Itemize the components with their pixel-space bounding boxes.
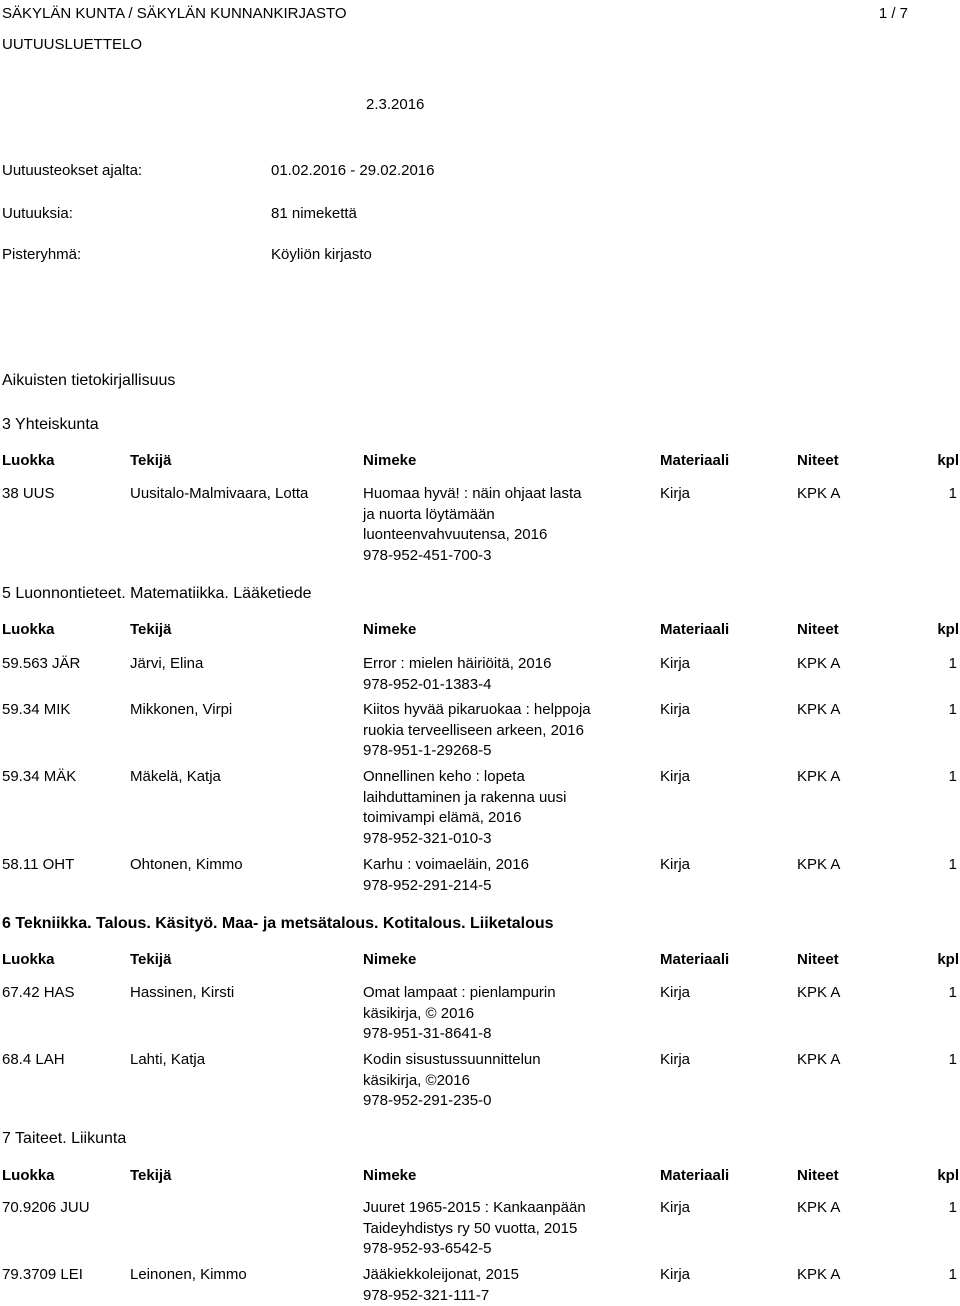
nimeke-line: 978-952-321-010-3 — [363, 829, 643, 850]
col-niteet: Niteet — [797, 620, 839, 641]
row-tekija: Ohtonen, Kimmo — [130, 855, 243, 876]
row-luokka: 59.34 MÄK — [2, 767, 76, 788]
nimeke-line: Karhu : voimaeläin, 2016 — [363, 855, 643, 876]
col-tekija: Tekijä — [130, 950, 171, 971]
row-niteet: KPK A — [797, 1265, 840, 1286]
nimeke-line: 978-952-93-6542-5 — [363, 1239, 643, 1260]
row-materiaali: Kirja — [660, 700, 690, 721]
row-materiaali: Kirja — [660, 855, 690, 876]
row-luokka: 59.34 MIK — [2, 700, 70, 721]
row-kpl: 1 — [949, 484, 957, 505]
nimeke-line: Juuret 1965-2015 : Kankaanpään — [363, 1198, 643, 1219]
row-materiaali: Kirja — [660, 654, 690, 675]
row-nimeke — [363, 767, 643, 849]
col-materiaali: Materiaali — [660, 950, 729, 971]
row-tekija: Leinonen, Kimmo — [130, 1265, 247, 1286]
nimeke-line: Error : mielen häiriöitä, 2016 — [363, 654, 643, 675]
col-materiaali: Materiaali — [660, 451, 729, 472]
column-header-row — [0, 451, 960, 471]
nimeke-line: Omat lampaat : pienlampurin — [363, 983, 643, 1004]
row-niteet: KPK A — [797, 1050, 840, 1071]
col-niteet: Niteet — [797, 1166, 839, 1187]
col-materiaali: Materiaali — [660, 1166, 729, 1187]
row-niteet: KPK A — [797, 767, 840, 788]
nimeke-line: Huomaa hyvä! : näin ohjaat lasta — [363, 484, 643, 505]
column-header-row — [0, 620, 960, 640]
row-luokka: 38 UUS — [2, 484, 55, 505]
nimeke-line: laihduttaminen ja rakenna uusi — [363, 788, 643, 809]
nimeke-line: 978-952-01-1383-4 — [363, 675, 643, 696]
branch-value: Köyliön kirjasto — [271, 245, 372, 266]
row-tekija: Hassinen, Kirsti — [130, 983, 234, 1004]
count-label: Uutuuksia: — [2, 204, 73, 225]
col-kpl: kpl — [937, 950, 959, 971]
row-materiaali: Kirja — [660, 983, 690, 1004]
row-luokka: 79.3709 LEI — [2, 1265, 83, 1286]
row-tekija: Mäkelä, Katja — [130, 767, 221, 788]
nimeke-line: luonteenvahvuutensa, 2016 — [363, 525, 643, 546]
nimeke-line: 978-951-31-8641-8 — [363, 1024, 643, 1045]
row-materiaali: Kirja — [660, 1265, 690, 1286]
row-materiaali: Kirja — [660, 767, 690, 788]
nimeke-line: 978-952-321-111-7 — [363, 1286, 643, 1306]
nimeke-line: Onnellinen keho : lopeta — [363, 767, 643, 788]
row-luokka: 67.42 HAS — [2, 983, 75, 1004]
col-kpl: kpl — [937, 1166, 959, 1187]
row-nimeke — [363, 1265, 643, 1306]
row-tekija: Järvi, Elina — [130, 654, 203, 675]
row-nimeke — [363, 484, 643, 566]
nimeke-line: Taideyhdistys ry 50 vuotta, 2015 — [363, 1219, 643, 1240]
col-nimeke: Nimeke — [363, 1166, 416, 1187]
col-luokka: Luokka — [2, 451, 55, 472]
column-header-row — [0, 950, 960, 970]
nimeke-line: toimivampi elämä, 2016 — [363, 808, 643, 829]
col-niteet: Niteet — [797, 950, 839, 971]
row-tekija: Lahti, Katja — [130, 1050, 205, 1071]
col-niteet: Niteet — [797, 451, 839, 472]
row-nimeke — [363, 855, 643, 896]
row-kpl: 1 — [949, 1050, 957, 1071]
row-niteet: KPK A — [797, 484, 840, 505]
count-value: 81 nimekettä — [271, 204, 357, 225]
nimeke-line: 978-952-291-214-5 — [363, 876, 643, 897]
row-luokka: 59.563 JÄR — [2, 654, 80, 675]
page-number: 1 / 7 — [879, 4, 908, 25]
row-tekija: Mikkonen, Virpi — [130, 700, 232, 721]
report-subtitle: UUTUUSLUETTELO — [2, 35, 142, 56]
row-kpl: 1 — [949, 1265, 957, 1286]
row-luokka: 70.9206 JUU — [2, 1198, 90, 1219]
nimeke-line: Kodin sisustussuunnittelun — [363, 1050, 643, 1071]
row-niteet: KPK A — [797, 700, 840, 721]
col-luokka: Luokka — [2, 1166, 55, 1187]
nimeke-line: Kiitos hyvää pikaruokaa : helppoja — [363, 700, 643, 721]
row-kpl: 1 — [949, 855, 957, 876]
nimeke-line: Jääkiekkoleijonat, 2015 — [363, 1265, 643, 1286]
row-kpl: 1 — [949, 1198, 957, 1219]
col-nimeke: Nimeke — [363, 950, 416, 971]
col-materiaali: Materiaali — [660, 620, 729, 641]
section-heading: 6 Tekniikka. Talous. Käsityö. Maa- ja metsätalous. Kotitalous. Liiketalous — [2, 914, 554, 935]
col-tekija: Tekijä — [130, 1166, 171, 1187]
row-niteet: KPK A — [797, 855, 840, 876]
col-nimeke: Nimeke — [363, 451, 416, 472]
period-value: 01.02.2016 - 29.02.2016 — [271, 161, 434, 182]
row-nimeke — [363, 1198, 643, 1260]
row-nimeke — [363, 1050, 643, 1112]
row-niteet: KPK A — [797, 983, 840, 1004]
branch-label: Pisteryhmä: — [2, 245, 81, 266]
row-nimeke — [363, 983, 643, 1045]
col-tekija: Tekijä — [130, 620, 171, 641]
report-title: SÄKYLÄN KUNTA / SÄKYLÄN KUNNANKIRJASTO — [2, 4, 347, 25]
section-heading: 7 Taiteet. Liikunta — [2, 1129, 126, 1150]
row-materiaali: Kirja — [660, 1050, 690, 1071]
col-nimeke: Nimeke — [363, 620, 416, 641]
row-niteet: KPK A — [797, 654, 840, 675]
nimeke-line: käsikirja, ©2016 — [363, 1071, 643, 1092]
row-kpl: 1 — [949, 654, 957, 675]
nimeke-line: 978-951-1-29268-5 — [363, 741, 643, 762]
row-kpl: 1 — [949, 983, 957, 1004]
row-materiaali: Kirja — [660, 1198, 690, 1219]
nimeke-line: 978-952-291-235-0 — [363, 1091, 643, 1112]
row-niteet: KPK A — [797, 1198, 840, 1219]
report-date: 2.3.2016 — [366, 95, 424, 116]
section-heading: 3 Yhteiskunta — [2, 415, 99, 436]
nimeke-line: käsikirja, © 2016 — [363, 1004, 643, 1025]
col-tekija: Tekijä — [130, 451, 171, 472]
period-label: Uutuusteokset ajalta: — [2, 161, 142, 182]
col-kpl: kpl — [937, 451, 959, 472]
row-kpl: 1 — [949, 767, 957, 788]
col-kpl: kpl — [937, 620, 959, 641]
row-nimeke — [363, 700, 643, 762]
row-luokka: 68.4 LAH — [2, 1050, 65, 1071]
row-luokka: 58.11 OHT — [2, 855, 74, 876]
section-heading: 5 Luonnontieteet. Matematiikka. Lääketiede — [2, 584, 312, 605]
nimeke-line: ruokia terveelliseen arkeen, 2016 — [363, 721, 643, 742]
nimeke-line: 978-952-451-700-3 — [363, 546, 643, 567]
col-luokka: Luokka — [2, 620, 55, 641]
column-header-row — [0, 1166, 960, 1186]
category-heading: Aikuisten tietokirjallisuus — [2, 371, 175, 392]
row-materiaali: Kirja — [660, 484, 690, 505]
nimeke-line: ja nuorta löytämään — [363, 505, 643, 526]
row-kpl: 1 — [949, 700, 957, 721]
row-nimeke — [363, 654, 643, 695]
row-tekija: Uusitalo-Malmivaara, Lotta — [130, 484, 308, 505]
col-luokka: Luokka — [2, 950, 55, 971]
